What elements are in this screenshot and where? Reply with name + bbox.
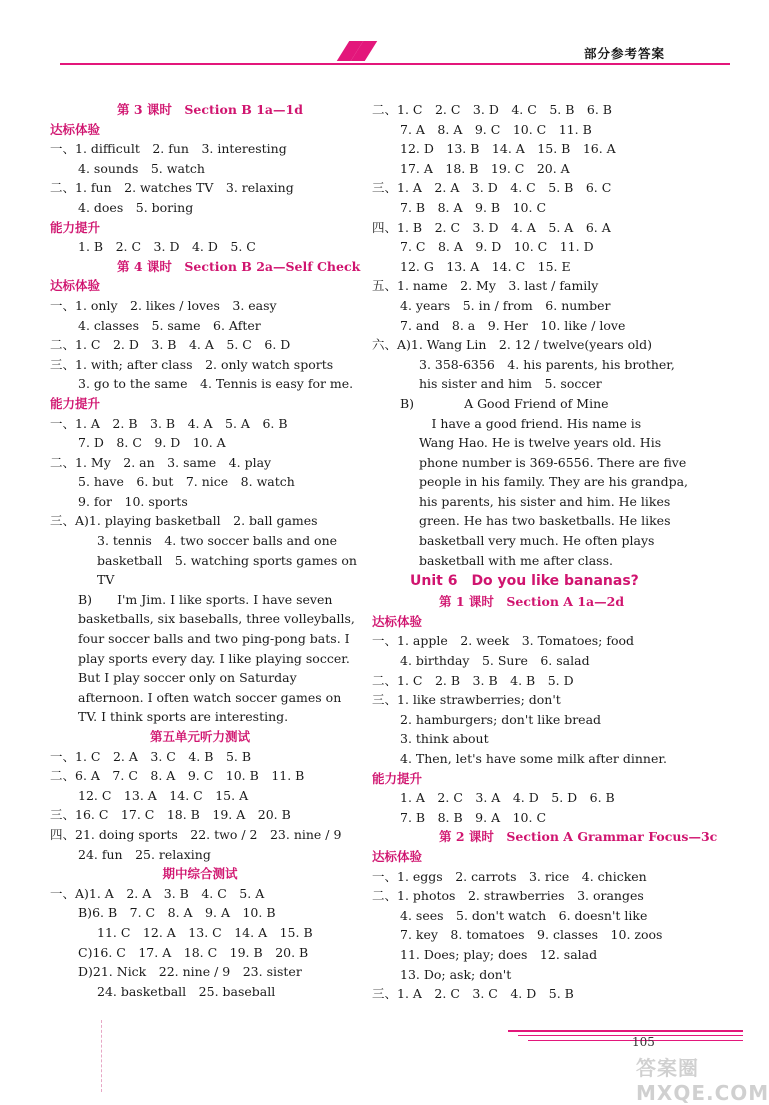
answer-line: 能力提升 bbox=[50, 395, 101, 411]
answer-line: 24. fun 25. relaxing bbox=[78, 846, 211, 862]
right-column bbox=[372, 100, 718, 1004]
answer-line: phone number is 369-6556. There are five bbox=[419, 454, 687, 470]
answer-line: 二、1. C 2. C 3. D 4. C 5. B 6. B bbox=[372, 102, 612, 117]
answer-line: But I play soccer only on Saturday bbox=[78, 670, 297, 686]
answer-line: 一、1. difficult 2. fun 3. interesting bbox=[50, 141, 287, 157]
answer-line: TV. I think sports are interesting. bbox=[78, 709, 289, 725]
answer-line: 二、1. My 2. an 3. same 4. play bbox=[50, 454, 272, 470]
answer-line: 4. sounds 5. watch bbox=[78, 160, 205, 176]
answer-line: basketballs, six baseballs, three volleyballs, bbox=[78, 611, 355, 627]
answer-line: his sister and him 5. soccer bbox=[419, 376, 602, 392]
answer-line: basketball very much. He often plays bbox=[419, 533, 655, 549]
answer-line: 一、1. C 2. A 3. C 4. B 5. B bbox=[50, 748, 252, 764]
answer-line: 4. Then, let's have some milk after dinner. bbox=[400, 751, 667, 766]
answer-line: 四、1. B 2. C 3. D 4. A 5. A 6. A bbox=[372, 219, 611, 235]
answer-line: 四、21. doing sports 22. two / 2 23. nine / 9 bbox=[50, 826, 342, 842]
answer-line: 期中综合测试 bbox=[162, 866, 238, 882]
answer-line: 12. C 13. A 14. C 15. A bbox=[78, 787, 249, 803]
answer-line: I have a good friend. His name is bbox=[419, 415, 642, 431]
answer-line: 2. hamburgers; don't like bread bbox=[400, 711, 602, 727]
answer-line: 二、1. fun 2. watches TV 3. relaxing bbox=[50, 180, 294, 196]
answer-line: 达标体验 bbox=[372, 613, 423, 629]
answer-line: 24. basketball 25. baseball bbox=[97, 983, 276, 999]
answer-line: 三、1. like strawberries; don't bbox=[372, 692, 561, 708]
answer-line: 3. think about bbox=[400, 731, 489, 747]
answer-line: 五、1. name 2. My 3. last / family bbox=[372, 278, 599, 294]
answer-line: 达标体验 bbox=[372, 848, 423, 864]
answer-line: people in his family. They are his grandpa, bbox=[419, 474, 688, 490]
answer-line: 9. for 10. sports bbox=[78, 493, 188, 509]
answer-line: B) A Good Friend of Mine bbox=[400, 395, 609, 411]
answer-line: 二、1. photos 2. strawberries 3. oranges bbox=[372, 888, 644, 904]
answer-line: 第 3 课时 Section B 1a—1d bbox=[117, 102, 303, 117]
answer-line: 一、1. only 2. likes / loves 3. easy bbox=[50, 297, 277, 313]
answer-line: 二、1. C 2. D 3. B 4. A 5. C 6. D bbox=[50, 337, 291, 353]
answer-line: green. He has two basketballs. He likes bbox=[419, 513, 671, 529]
answer-line: basketball with me after class. bbox=[419, 552, 613, 568]
answer-line: 能力提升 bbox=[50, 219, 101, 235]
answer-line: 5. have 6. but 7. nice 8. watch bbox=[78, 474, 295, 490]
watermark: 答案圈 MXQE.COM bbox=[636, 1056, 769, 1105]
answer-line: 4. birthday 5. Sure 6. salad bbox=[400, 653, 590, 669]
answer-line: B) I'm Jim. I like sports. I have seven bbox=[78, 591, 333, 607]
answer-line: 4. years 5. in / from 6. number bbox=[400, 297, 611, 313]
answer-line: 达标体验 bbox=[50, 121, 101, 137]
answer-line: 1. A 2. C 3. A 4. D 5. D 6. B bbox=[400, 790, 615, 806]
answer-line: 第 2 课时 Section A Grammar Focus—3c bbox=[439, 829, 718, 845]
answer-line: TV bbox=[97, 572, 115, 588]
footer-decoration bbox=[508, 1027, 748, 1047]
answer-line: 三、1. with; after class 2. only watch sports bbox=[50, 356, 334, 372]
answer-line: 六、A)1. Wang Lin 2. 12 / twelve(years old) bbox=[372, 337, 652, 353]
answer-line: D)21. Nick 22. nine / 9 23. sister bbox=[78, 964, 302, 980]
left-column bbox=[50, 100, 361, 1001]
answer-line: 12. D 13. B 14. A 15. B 16. A bbox=[400, 141, 616, 157]
answer-line: play sports every day. I like playing soccer. bbox=[78, 650, 350, 666]
margin-rule bbox=[101, 1020, 102, 1092]
answer-line: 3. go to the same 4. Tennis is easy for me. bbox=[78, 376, 354, 392]
answer-line: his parents, his sister and him. He likes bbox=[419, 493, 671, 509]
answer-line: 3. tennis 4. two soccer balls and one bbox=[97, 533, 338, 549]
answer-line: 7. and 8. a 9. Her 10. like / love bbox=[400, 317, 626, 333]
answer-line: 13. Do; ask; don't bbox=[400, 966, 512, 982]
header-rule bbox=[60, 63, 730, 65]
answer-line: 三、16. C 17. C 18. B 19. A 20. B bbox=[50, 807, 291, 823]
answer-line: Wang Hao. He is twelve years old. His bbox=[419, 435, 662, 451]
answer-line: 一、1. A 2. B 3. B 4. A 5. A 6. B bbox=[50, 415, 288, 431]
answer-line: 11. C 12. A 13. C 14. A 15. B bbox=[97, 924, 313, 940]
answer-line: 7. D 8. C 9. D 10. A bbox=[78, 435, 226, 451]
answer-line: 7. B 8. A 9. B 10. C bbox=[400, 199, 547, 215]
answer-line: 7. B 8. B 9. A 10. C bbox=[400, 809, 547, 825]
answer-line: 3. 358-6356 4. his parents, his brother, bbox=[419, 356, 675, 372]
answer-line: C)16. C 17. A 18. C 19. B 20. B bbox=[78, 944, 309, 960]
answer-line: 二、6. A 7. C 8. A 9. C 10. B 11. B bbox=[50, 768, 305, 784]
answer-line: 4. classes 5. same 6. After bbox=[78, 317, 261, 333]
answer-line: 一、A)1. A 2. A 3. B 4. C 5. A bbox=[50, 885, 265, 901]
answer-line: four soccer balls and two ping-pong bats. I bbox=[78, 631, 350, 647]
answer-line: 达标体验 bbox=[50, 278, 101, 294]
answer-line: 4. sees 5. don't watch 6. doesn't like bbox=[400, 907, 648, 923]
answer-line: 三、A)1. playing basketball 2. ball games bbox=[50, 513, 318, 529]
answer-line: 7. key 8. tomatoes 9. classes 10. zoos bbox=[400, 927, 663, 943]
answer-line: Unit 6 Do you like bananas? bbox=[410, 573, 639, 590]
answer-line: 17. A 18. B 19. C 20. A bbox=[400, 160, 570, 176]
answer-line: 第五单元听力测试 bbox=[149, 729, 250, 744]
answer-line: 能力提升 bbox=[372, 770, 423, 786]
answer-line: 1. B 2. C 3. D 4. D 5. C bbox=[78, 239, 256, 255]
page-header bbox=[0, 0, 750, 80]
answer-line: afternoon. I often watch soccer games on bbox=[78, 689, 342, 705]
answer-line: 7. A 8. A 9. C 10. C 11. B bbox=[400, 121, 592, 137]
answer-line: B)6. B 7. C 8. A 9. A 10. B bbox=[78, 905, 276, 921]
answer-line: 11. Does; play; does 12. salad bbox=[400, 946, 598, 962]
answer-line: 三、1. A 2. A 3. D 4. C 5. B 6. C bbox=[372, 180, 612, 196]
answer-line: 二、1. C 2. B 3. B 4. B 5. D bbox=[372, 672, 574, 688]
answer-line: 第 4 课时 Section B 2a—Self Check bbox=[117, 258, 361, 274]
answer-line: 一、1. eggs 2. carrots 3. rice 4. chicken bbox=[372, 868, 647, 884]
answer-line: 三、1. A 2. C 3. C 4. D 5. B bbox=[372, 986, 574, 1002]
answer-line: basketball 5. watching sports games on bbox=[97, 552, 357, 568]
answer-line: 4. does 5. boring bbox=[78, 199, 194, 215]
page-number: 105 bbox=[632, 1035, 655, 1049]
answer-line: 一、1. apple 2. week 3. Tomatoes; food bbox=[372, 633, 635, 649]
answer-line: 7. C 8. A 9. D 10. C 11. D bbox=[400, 239, 594, 255]
answer-line: 12. G 13. A 14. C 15. E bbox=[400, 258, 571, 274]
header-title: 部分参考答案 bbox=[584, 46, 666, 61]
answer-line: 第 1 课时 Section A 1a—2d bbox=[439, 594, 625, 610]
